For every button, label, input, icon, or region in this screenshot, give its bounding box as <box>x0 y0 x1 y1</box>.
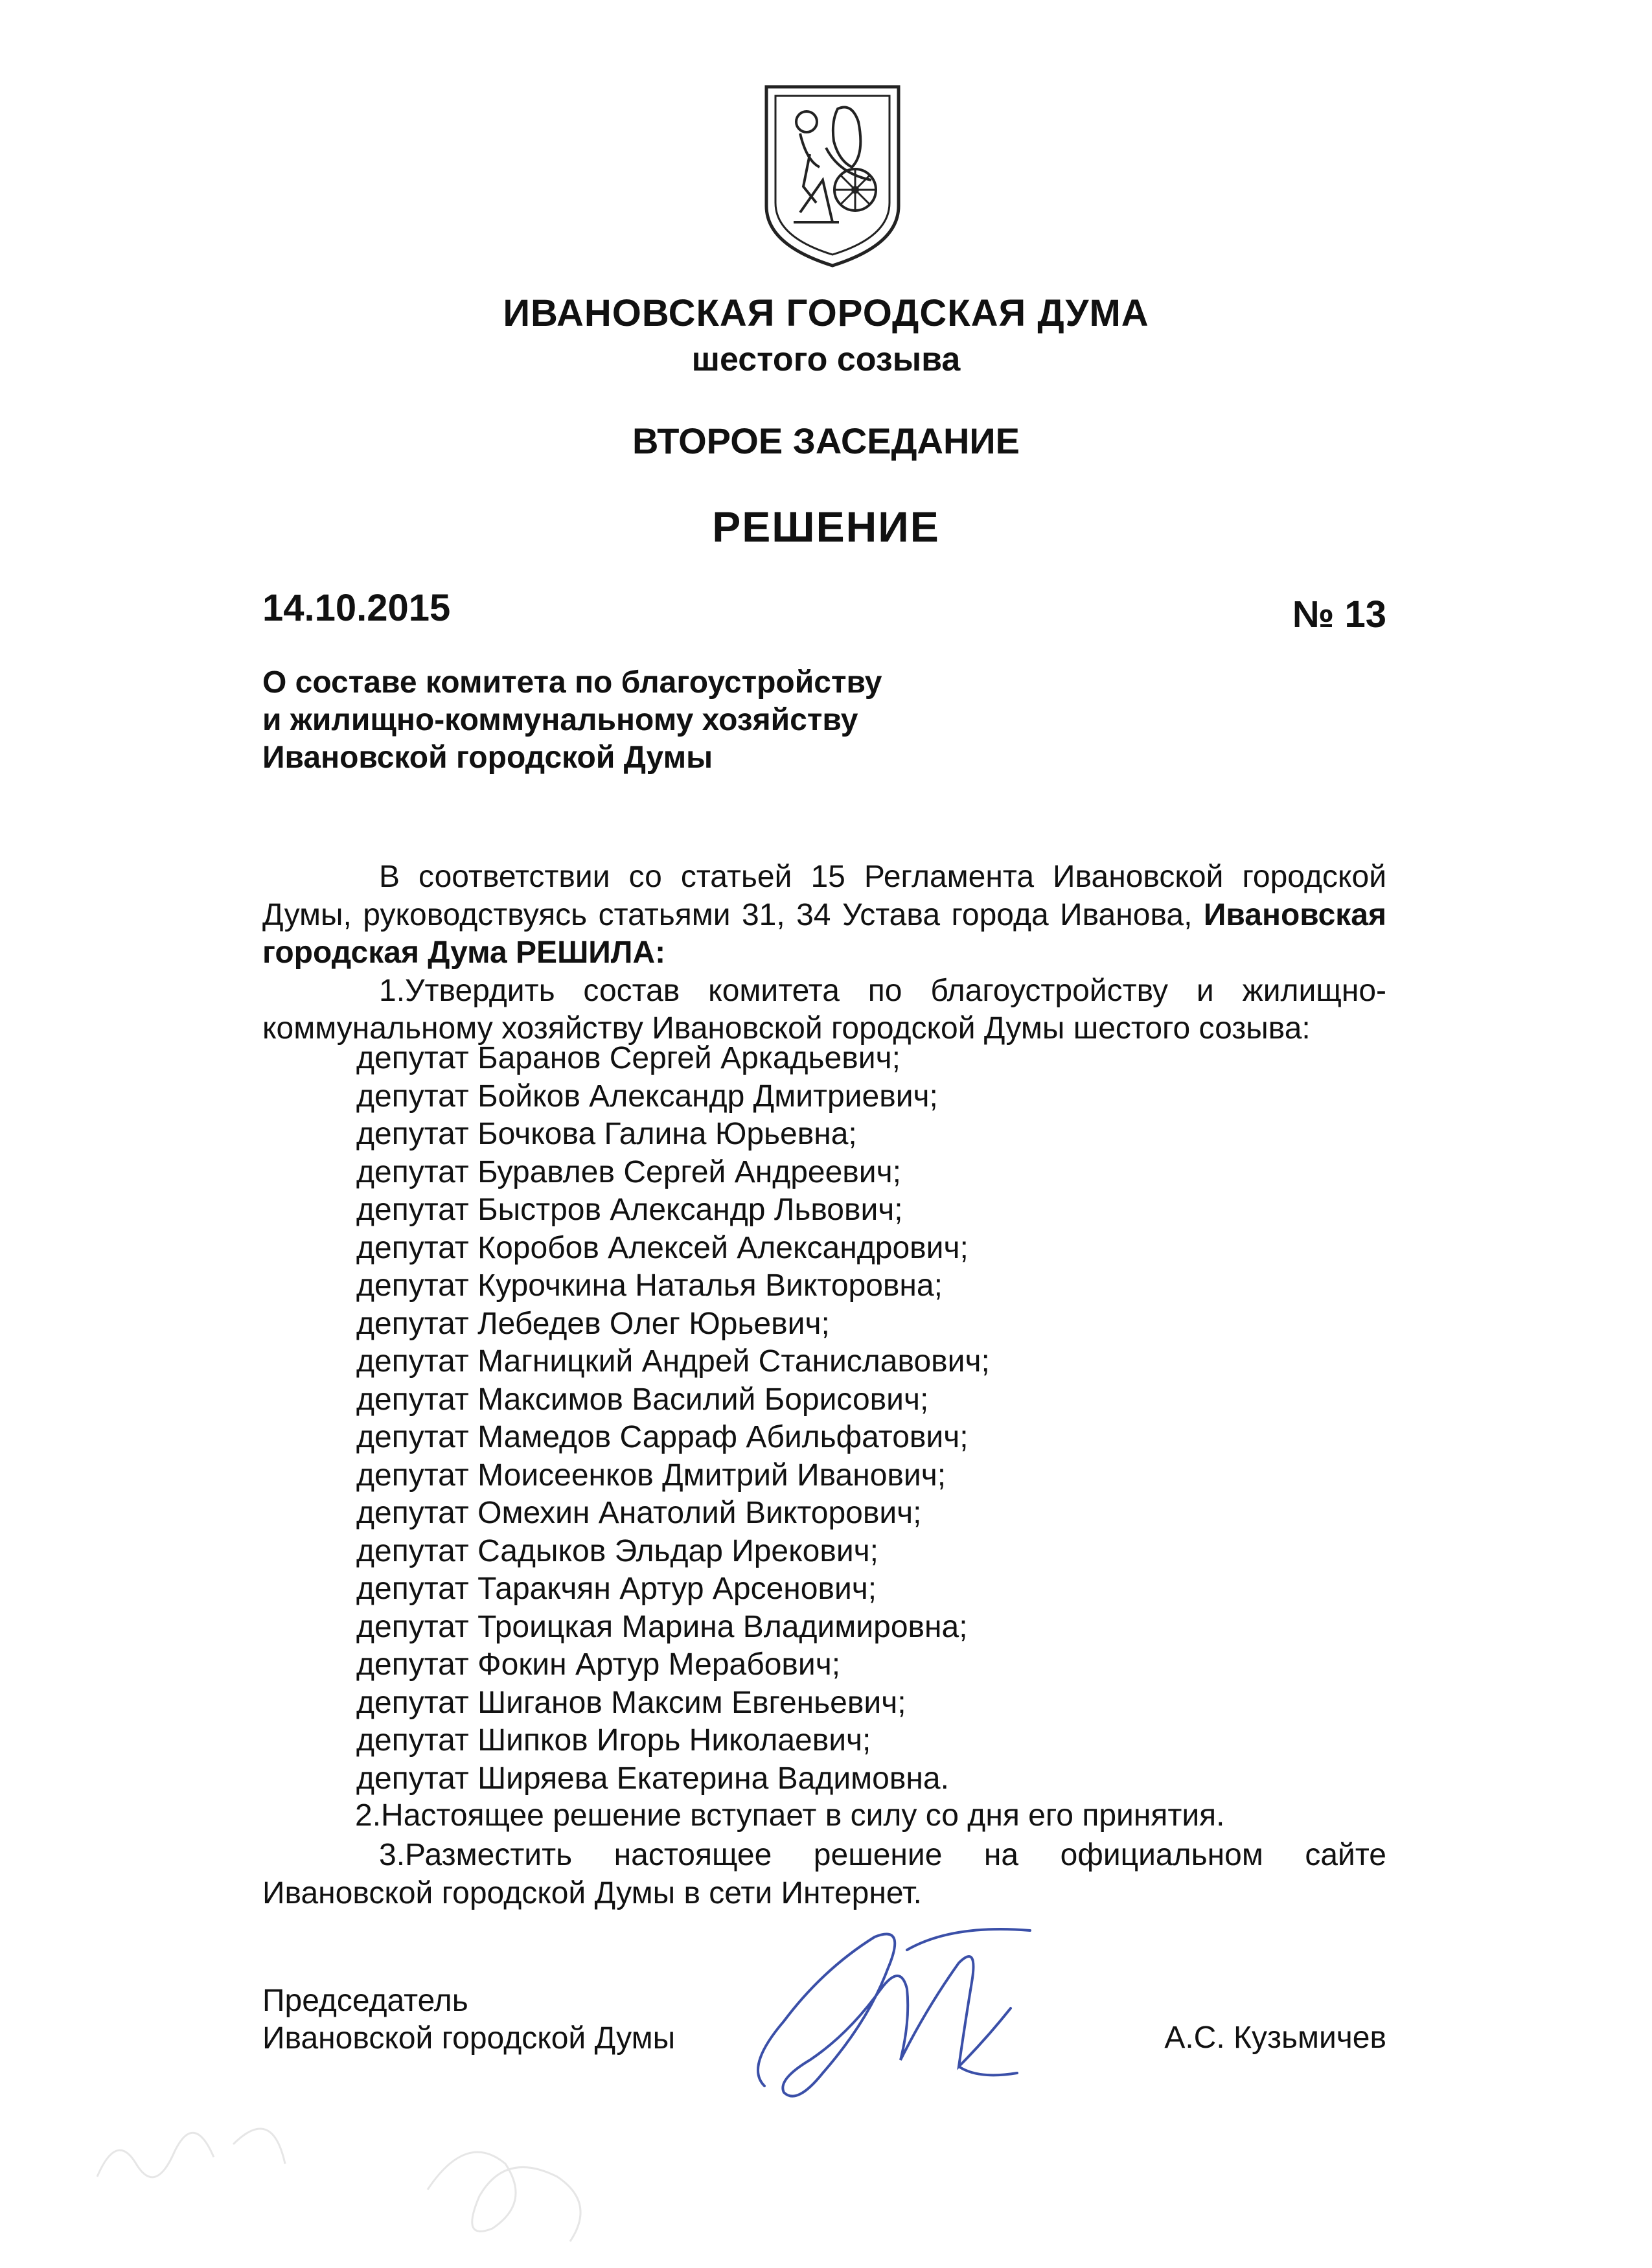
member-item: депутат Магницкий Андрей Станиславович; <box>356 1344 990 1379</box>
member-item: депутат Ширяева Екатерина Вадимовна. <box>356 1761 949 1796</box>
item-2: 2.Настоящее решение вступает в силу со дня его принятия. <box>355 1798 1225 1833</box>
member-item: депутат Максимов Василий Борисович; <box>356 1382 929 1417</box>
coat-of-arms-icon <box>761 83 904 271</box>
member-item: депутат Троицкая Марина Владимировна; <box>356 1609 968 1644</box>
member-item: депутат Таракчян Артур Арсенович; <box>356 1572 877 1606</box>
organization-title: ИВАНОВСКАЯ ГОРОДСКАЯ ДУМА <box>503 292 1149 334</box>
preamble-resolution: Ивановская городская Дума РЕШИЛА: <box>262 897 1386 970</box>
handwritten-signature <box>745 1911 1056 2125</box>
member-item: депутат Баранов Сергей Аркадьевич; <box>356 1041 901 1075</box>
member-item: депутат Лебедев Олег Юрьевич; <box>356 1306 830 1341</box>
member-item: депутат Бочкова Галина Юрьевна; <box>356 1117 857 1151</box>
member-item: депутат Омехин Анатолий Викторович; <box>356 1496 922 1530</box>
convocation: шестого созыва <box>691 341 961 378</box>
signatory-title-line: Ивановской городской Думы <box>262 2021 676 2056</box>
member-item: депутат Бойков Александр Дмитриевич; <box>356 1079 938 1114</box>
members-list <box>356 1040 990 1798</box>
decision-subject <box>262 664 882 777</box>
member-item: депутат Курочкина Наталья Викторовна; <box>356 1268 943 1303</box>
member-item: депутат Коробов Алексей Александрович; <box>356 1230 969 1265</box>
member-item: депутат Садыков Эльдар Ирекович; <box>356 1533 879 1568</box>
member-item: депутат Быстров Александр Львович; <box>356 1193 903 1227</box>
member-item: депутат Буравлев Сергей Андреевич; <box>356 1154 901 1189</box>
member-item: депутат Шипков Игорь Николаевич; <box>356 1723 871 1758</box>
document-type: РЕШЕНИЕ <box>712 503 940 551</box>
decision-body <box>262 858 1386 1048</box>
item-1: 1.Утвердить состав комитета по благоустройству и жилищно-коммунальному хозяйству Ивановской городской Думы шестого созыва: <box>262 973 1386 1046</box>
item-3-text: 3.Разместить настоящее решение на официальном сайте Ивановской городской Думы в сети Интернет. <box>262 1838 1386 1910</box>
preamble <box>262 858 1386 972</box>
session-title: ВТОРОЕ ЗАСЕДАНИЕ <box>632 420 1020 461</box>
subject-line: Ивановской городской Думы <box>262 740 713 775</box>
preamble-text: В соответствии со статьей 15 Регламента Ивановской городской Думы, руководствуясь статьями 31, 34 Устава города Иванова, <box>262 860 1386 932</box>
member-item: депутат Шиганов Максим Евгеньевич; <box>356 1685 906 1720</box>
item-3 <box>262 1837 1386 1912</box>
member-item: депутат Моисеенков Дмитрий Иванович; <box>356 1458 946 1493</box>
bleed-through-marks <box>78 2034 726 2267</box>
member-item: депутат Фокин Артур Мерабович; <box>356 1647 841 1682</box>
subject-line: и жилищно-коммунальному хозяйству <box>262 703 858 737</box>
signatory-title-line: Председатель <box>262 1984 468 2018</box>
subject-line: О составе комитета по благоустройству <box>262 665 882 700</box>
decision-date: 14.10.2015 <box>262 587 451 629</box>
signatory-name: А.С. Кузьмичев <box>1164 2021 1386 2055</box>
member-item: депутат Мамедов Сарраф Абильфатович; <box>356 1420 969 1454</box>
decision-number: № 13 <box>1292 593 1386 636</box>
